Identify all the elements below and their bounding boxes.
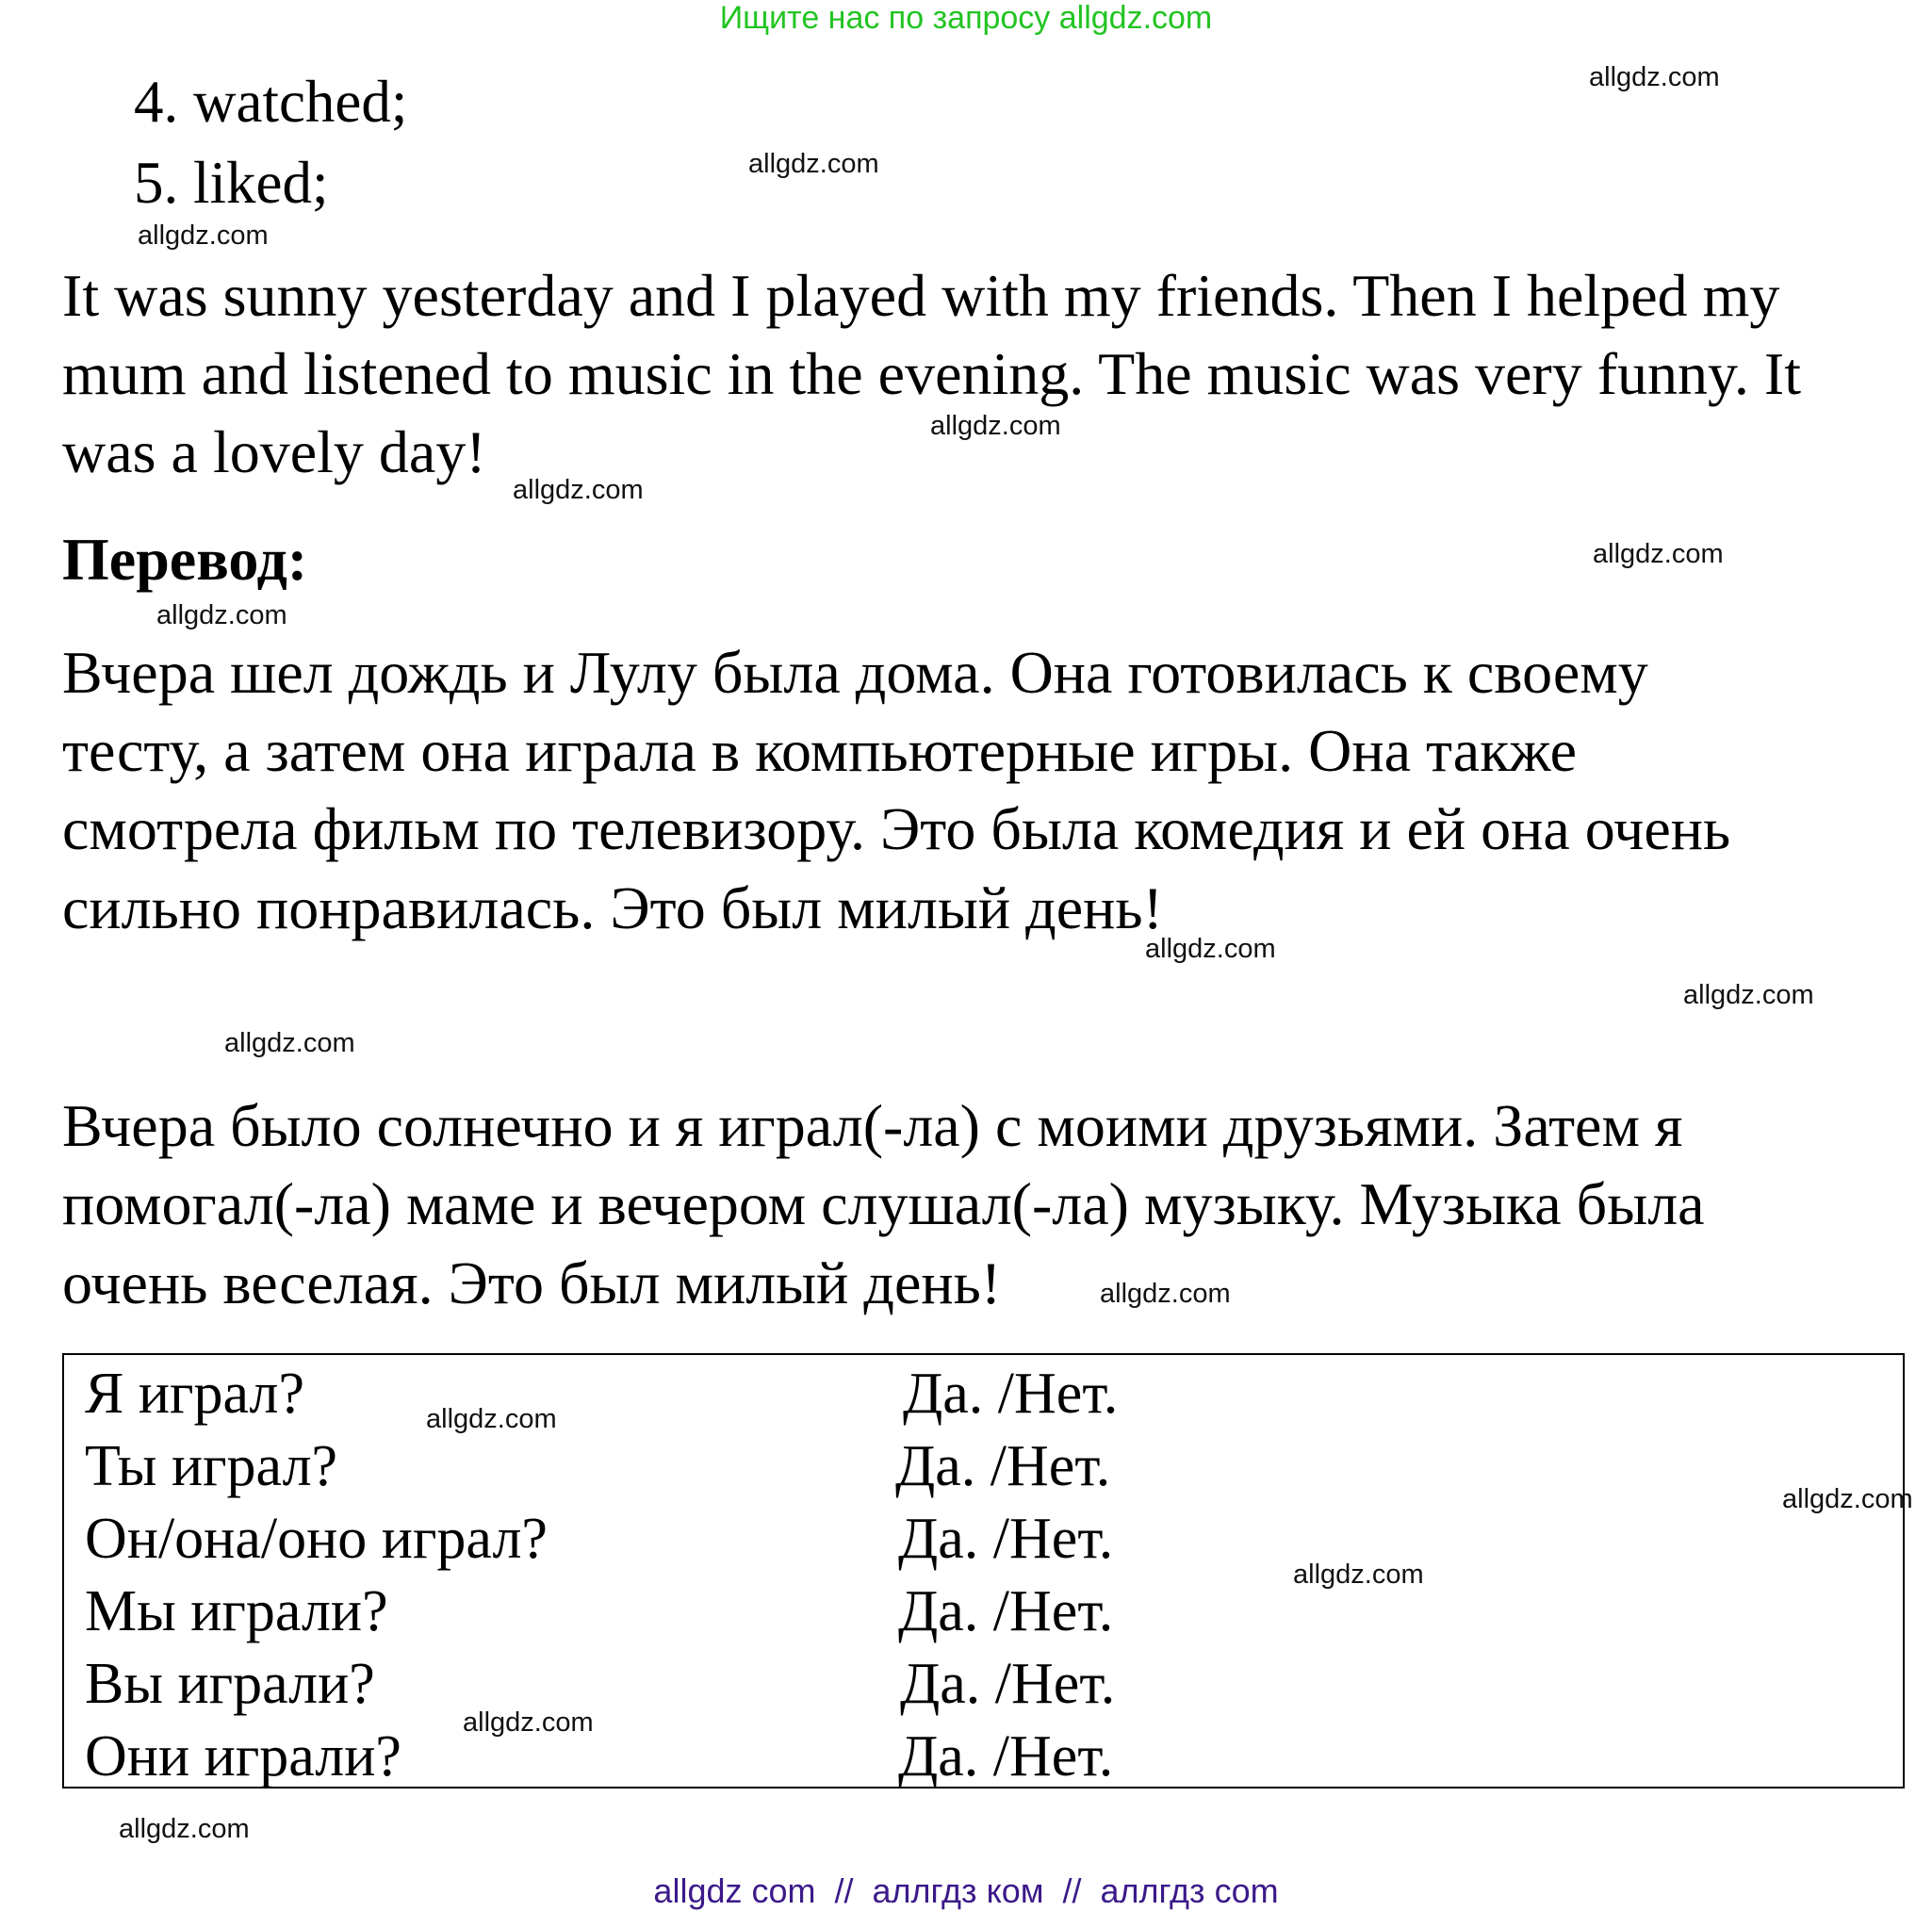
paragraph-line: It was sunny yesterday and I played with my friends. Then I helped my xyxy=(62,262,1780,329)
answer: Да. /Нет. xyxy=(898,1724,1114,1788)
watermark: allgdz.com xyxy=(1145,934,1276,964)
search-banner: Ищите нас по запросу allgdz.com xyxy=(719,0,1213,36)
question: Ты играл? xyxy=(85,1434,338,1498)
paragraph-line: mum and listened to music in the evening. The music was very funny. It xyxy=(62,340,1801,407)
list-item-4: 4. watched; xyxy=(134,69,408,135)
watermark: allgdz.com xyxy=(224,1028,355,1058)
table-row xyxy=(64,1651,1903,1723)
question: Они играли? xyxy=(85,1724,401,1788)
table-row xyxy=(64,1723,1903,1796)
table-row xyxy=(64,1433,1903,1506)
table-row xyxy=(64,1361,1903,1433)
list-item-5: 5. liked; xyxy=(134,150,329,216)
paragraph-line: очень веселая. Это был милый день! xyxy=(62,1250,1002,1316)
watermark: allgdz.com xyxy=(513,475,644,505)
translation-heading: Перевод: xyxy=(62,526,308,593)
paragraph-line: Вчера было солнечно и я играл(-ла) с моими друзьями. Затем я xyxy=(62,1092,1683,1159)
watermark: allgdz.com xyxy=(426,1404,557,1434)
answer: Да. /Нет. xyxy=(898,1507,1114,1571)
watermark: allgdz.com xyxy=(1683,980,1814,1010)
footer-links: allgdz com // аллгдз ком // аллгдз com xyxy=(653,1871,1279,1910)
question-table xyxy=(62,1353,1905,1788)
paragraph-line: помогал(-ла) маме и вечером слушал(-ла) музыку. Музыка была xyxy=(62,1170,1705,1237)
question: Вы играли? xyxy=(85,1652,375,1716)
table-row xyxy=(64,1506,1903,1578)
paragraph-line: сильно понравилась. Это был милый день! xyxy=(62,874,1163,941)
paragraph-line: тесту, а затем она играла в компьютерные игры. Она также xyxy=(62,717,1578,784)
watermark: allgdz.com xyxy=(1100,1279,1231,1309)
watermark: allgdz.com xyxy=(1593,539,1724,569)
paragraph-line: смотрела фильм по телевизору. Это была комедия и ей она очень xyxy=(62,795,1731,862)
paragraph-line: was a lovely day! xyxy=(62,418,486,485)
paragraph-line: Вчера шел дождь и Лулу была дома. Она готовилась к своему xyxy=(62,639,1648,706)
table-row xyxy=(64,1578,1903,1651)
watermark: allgdz.com xyxy=(1782,1484,1913,1514)
answer: Да. /Нет. xyxy=(898,1579,1114,1643)
answer: Да. /Нет. xyxy=(900,1652,1116,1716)
watermark: allgdz.com xyxy=(1293,1560,1424,1590)
question: Мы играли? xyxy=(85,1579,388,1643)
answer: Да. /Нет. xyxy=(895,1434,1111,1498)
question: Он/она/оно играл? xyxy=(85,1507,548,1571)
watermark: allgdz.com xyxy=(138,220,269,251)
watermark: allgdz.com xyxy=(1589,62,1720,92)
question: Я играл? xyxy=(85,1362,304,1426)
watermark: allgdz.com xyxy=(119,1814,250,1844)
watermark: allgdz.com xyxy=(156,600,287,630)
watermark: allgdz.com xyxy=(463,1707,594,1738)
watermark: allgdz.com xyxy=(930,411,1061,441)
answer: Да. /Нет. xyxy=(903,1362,1119,1426)
watermark: allgdz.com xyxy=(748,149,879,179)
